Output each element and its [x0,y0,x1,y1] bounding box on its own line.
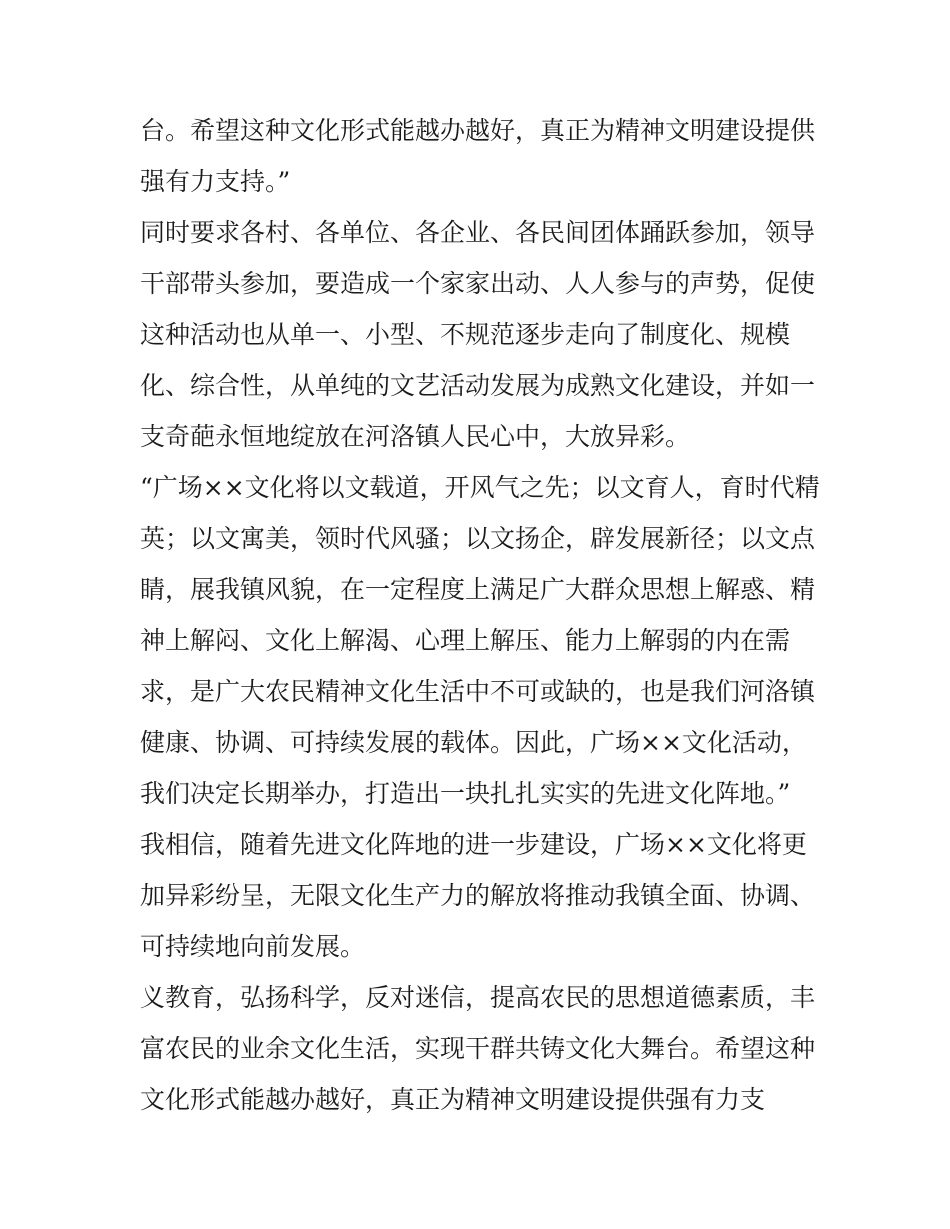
text-line: 台。希望这种文化形式能越办越好，真正为精神文明建设提供 [140,116,816,145]
text-line: 睛，展我镇风貌，在一定程度上满足广大群众思想上解惑、精 [140,575,816,604]
text-line: 义教育，弘扬科学，反对迷信，提高农民的思想道德素质，丰 [140,983,816,1012]
text-line: 强有力支持。” [140,167,291,196]
text-line: 求，是广大农民精神文化生活中不可或缺的，也是我们河洛镇 [140,677,816,706]
text-line: 这种活动也从单一、小型、不规范逐步走向了制度化、规模 [140,320,791,349]
text-line: 加异彩纷呈，无限文化生产力的解放将推动我镇全面、协调、 [140,881,816,910]
text-line: 支奇葩永恒地绽放在河洛镇人民心中，大放异彩。 [140,422,691,451]
text-line: 健康、协调、可持续发展的载体。因此，广场××文化活动， [140,728,807,757]
text-line: 化、综合性，从单纯的文艺活动发展为成熟文化建设，并如一 [140,371,816,400]
text-line: 我相信，随着先进文化阵地的进一步建设，广场××文化将更 [140,830,807,859]
text-line: 富农民的业余文化生活，实现干群共铸文化大舞台。希望这种 [140,1034,816,1063]
text-line: 文化形式能越办越好，真正为精神文明建设提供强有力支 [140,1085,766,1114]
text-line: 神上解闷、文化上解渴、心理上解压、能力上解弱的内在需 [140,626,791,655]
body-text [140,105,820,1125]
text-line: 我们决定长期举办，打造出一块扎扎实实的先进文化阵地。” [140,779,791,808]
text-line: 同时要求各村、各单位、各企业、各民间团体踊跃参加，领导 [140,218,816,247]
text-line: 可持续地向前发展。 [140,932,366,961]
text-line: “广场××文化将以文载道，开风气之先；以文育人，育时代精 [140,473,820,502]
text-line: 英；以文寓美，领时代风骚；以文扬企，辟发展新径；以文点 [140,524,816,553]
text-line: 干部带头参加，要造成一个家家出动、人人参与的声势，促使 [140,269,816,298]
